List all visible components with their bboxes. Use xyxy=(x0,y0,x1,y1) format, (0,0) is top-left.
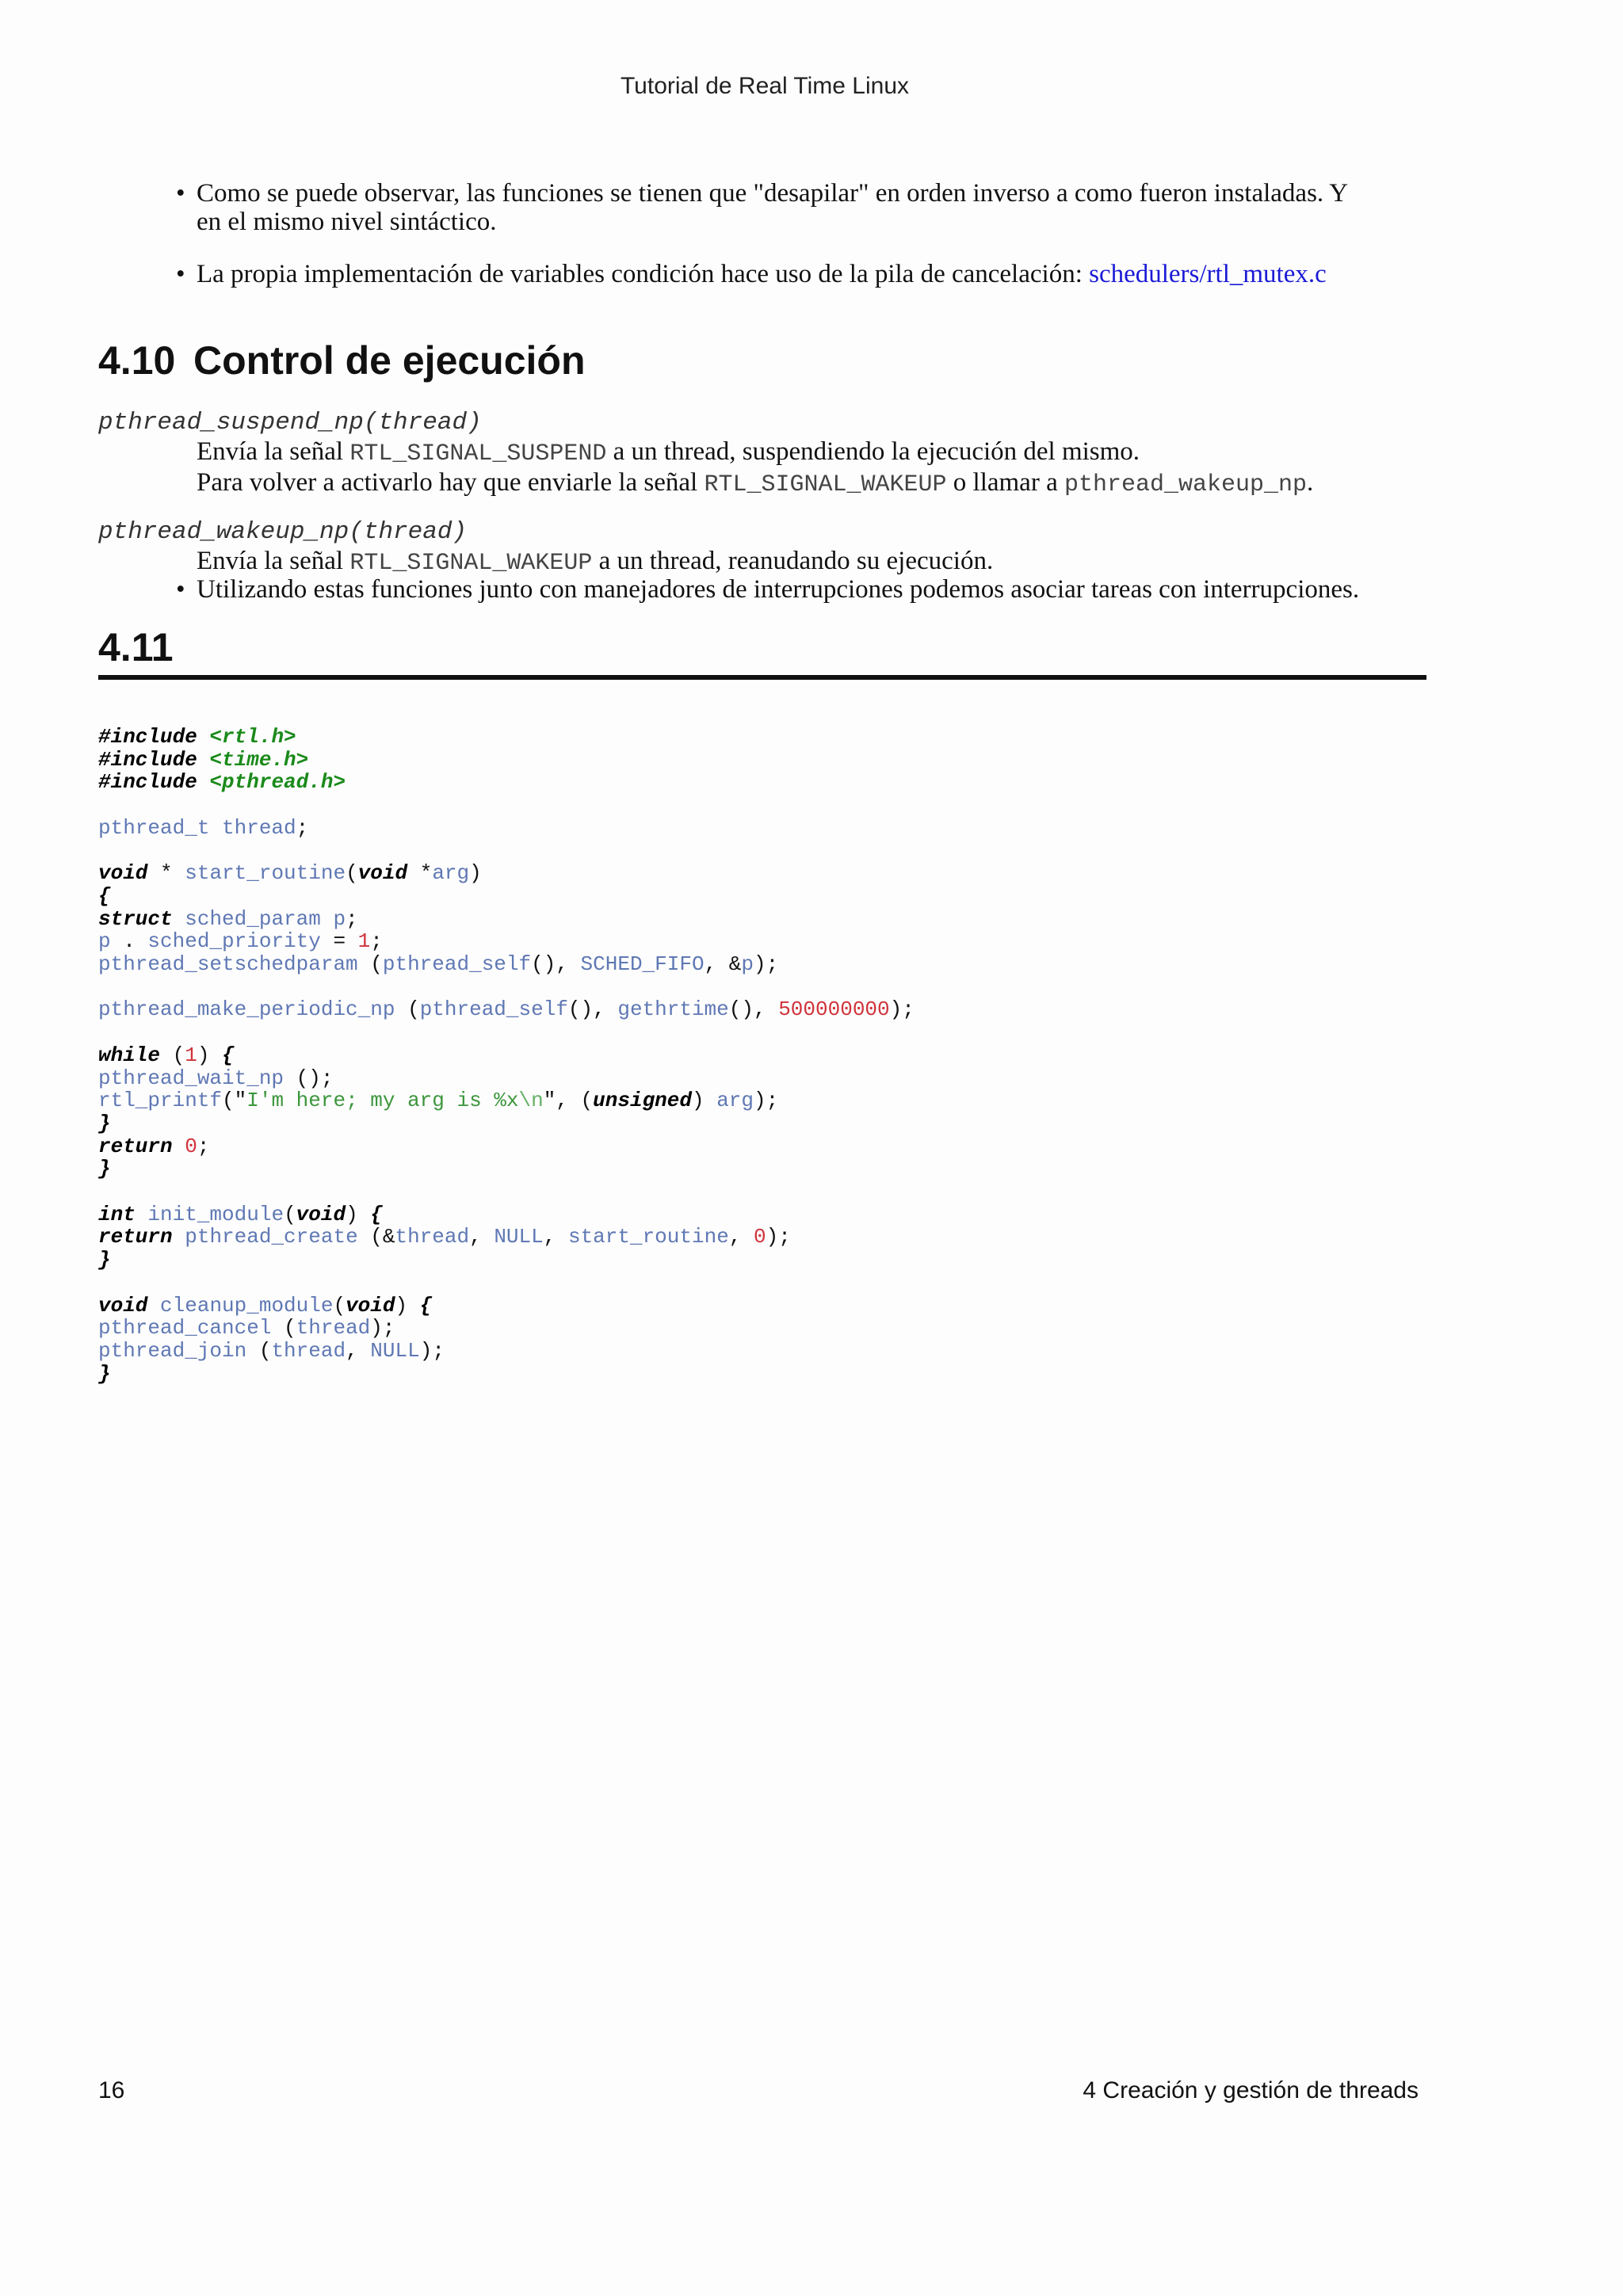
code-token xyxy=(173,1225,185,1249)
code-token: start_routine xyxy=(567,1225,729,1249)
code-token: ( xyxy=(346,861,358,886)
code-token: 0 xyxy=(185,1134,197,1158)
source-file-link[interactable]: schedulers/rtl_mutex.c xyxy=(1089,260,1327,288)
code-line xyxy=(98,1248,111,1272)
code-listing xyxy=(98,726,915,1385)
description-line: Envía la señal RTL_SIGNAL_WAKEUP a un thread, reanudando su ejecución. xyxy=(197,547,994,577)
code-token: return xyxy=(98,1225,173,1249)
code-token: rtl_printf xyxy=(98,1089,223,1113)
bullet-item xyxy=(176,179,1428,236)
function-name: pthread_wakeup_np xyxy=(1064,471,1308,498)
bullet-text-line: Como se puede observar, las funciones se tienen que "desapilar" en orden inverso a como fueron instaladas. Y xyxy=(197,179,1349,208)
function-signature: pthread_suspend_np(thread) xyxy=(98,409,482,437)
code-token: pthread_make_periodic_np xyxy=(98,997,395,1022)
code-token: ; xyxy=(346,906,358,931)
code-token: * xyxy=(407,861,433,886)
code-token: void xyxy=(98,861,148,886)
code-token: { xyxy=(370,1202,383,1226)
code-token: pthread_cancel xyxy=(98,1316,272,1341)
code-token: void xyxy=(98,1293,148,1318)
code-token: , xyxy=(469,1225,495,1249)
code-line xyxy=(98,1066,333,1090)
code-token: * xyxy=(147,861,185,886)
bullet-text: La propia implementación de variables condición hace uso de la pila de cancelación: xyxy=(197,260,1090,288)
code-token: ( xyxy=(357,952,383,977)
code-token: pthread_create xyxy=(185,1225,358,1249)
code-token: { xyxy=(222,1043,235,1067)
code-token: , ( xyxy=(556,1089,594,1113)
code-token: pthread_wait_np xyxy=(98,1066,285,1090)
code-token: cleanup_module xyxy=(160,1293,334,1318)
code-token: void xyxy=(357,861,408,886)
code-line xyxy=(98,929,383,953)
code-token: " xyxy=(543,1089,556,1113)
code-token: ; xyxy=(370,929,383,954)
section-number: 4.11 xyxy=(98,625,174,669)
code-token: return xyxy=(98,1134,173,1158)
code-token: { xyxy=(98,883,111,908)
code-token: ); xyxy=(766,1225,791,1249)
code-token xyxy=(136,1203,148,1226)
code-token xyxy=(173,907,185,931)
code-token: ( xyxy=(160,1043,185,1067)
code-token: #include xyxy=(98,770,210,795)
code-token: (), xyxy=(728,997,779,1022)
code-token xyxy=(173,1135,185,1158)
code-line xyxy=(98,1225,791,1249)
code-token: thread xyxy=(296,1316,371,1341)
code-token: thread xyxy=(395,1225,470,1249)
code-token: { xyxy=(419,1293,433,1318)
code-line xyxy=(98,1362,111,1386)
code-token: arg xyxy=(716,1089,754,1113)
code-token: 1 xyxy=(357,929,371,954)
code-token: 0 xyxy=(754,1225,766,1249)
code-line xyxy=(98,816,308,840)
function-description xyxy=(197,547,1465,578)
page-header: Tutorial de Real Time Linux xyxy=(620,73,910,99)
bullet-dot: • xyxy=(176,179,185,208)
code-token: (), xyxy=(567,997,618,1022)
chapter-title: 4 Creación y gestión de threads xyxy=(1083,2077,1419,2103)
bullet-dot: • xyxy=(176,575,185,604)
code-token: 1 xyxy=(185,1043,197,1067)
code-token: ( xyxy=(271,1316,296,1341)
section-rule xyxy=(98,675,1426,680)
code-token: p xyxy=(741,952,754,977)
description-line: Para volver a activarlo hay que enviarle la señal RTL_SIGNAL_WAKEUP o llamar a pthread_wakeup_np. xyxy=(197,468,1314,498)
code-token: (); xyxy=(284,1066,334,1090)
section-heading xyxy=(98,338,586,383)
code-token: sched_priority xyxy=(147,929,321,954)
code-token: pthread_t thread xyxy=(98,815,296,840)
code-token: ); xyxy=(754,1089,779,1113)
code-line xyxy=(98,884,111,908)
code-token: ( xyxy=(222,1089,235,1113)
code-line xyxy=(98,1157,111,1180)
code-line xyxy=(98,1294,432,1318)
code-line xyxy=(98,952,778,976)
code-token: #include xyxy=(98,725,210,749)
code-token: SCHED_FIFO xyxy=(580,952,705,977)
bullet-text-line: en el mismo nivel sintáctico. xyxy=(197,208,497,236)
code-token: ( xyxy=(246,1338,272,1363)
code-token: ) xyxy=(469,861,482,886)
code-token: 500000000 xyxy=(778,997,890,1022)
code-token: <time.h> xyxy=(209,747,309,772)
code-token: = xyxy=(320,929,358,954)
code-line xyxy=(98,997,915,1021)
code-token: #include xyxy=(98,747,210,772)
section-number: 4.10 xyxy=(98,338,176,383)
code-token: } xyxy=(98,1157,111,1181)
code-token: p xyxy=(98,929,111,954)
function-description xyxy=(197,437,1465,499)
code-line xyxy=(98,1135,209,1158)
section-title: Control de ejecución xyxy=(193,338,586,383)
code-token: ); xyxy=(370,1316,395,1341)
code-token: unsigned xyxy=(593,1089,692,1113)
code-token: struct xyxy=(98,906,173,931)
code-token: NULL xyxy=(370,1338,420,1363)
code-line xyxy=(98,861,482,885)
code-line xyxy=(98,725,296,749)
code-token: void xyxy=(346,1293,395,1318)
code-token: ; xyxy=(296,815,309,840)
code-token: ) xyxy=(197,1043,223,1067)
bullet-dot: • xyxy=(176,260,185,288)
code-line xyxy=(98,1089,778,1112)
code-token: (), xyxy=(531,952,581,977)
code-token: sched_param p xyxy=(185,906,346,931)
code-line xyxy=(98,1339,445,1363)
code-token: init_module xyxy=(147,1202,285,1226)
code-token: , & xyxy=(704,952,742,977)
function-signature: pthread_wakeup_np(thread) xyxy=(98,518,468,546)
code-token: } xyxy=(98,1111,111,1135)
code-token: ); xyxy=(419,1338,445,1363)
code-token: pthread_self xyxy=(382,952,532,977)
code-token: ); xyxy=(753,952,779,977)
code-line xyxy=(98,770,346,794)
code-token: start_routine xyxy=(185,861,346,886)
code-token: thread xyxy=(271,1338,346,1363)
code-token: } xyxy=(98,1361,111,1386)
code-line xyxy=(98,1112,111,1135)
code-token: ) xyxy=(346,1202,371,1226)
code-token: , xyxy=(728,1225,754,1249)
bullet-text: Utilizando estas funciones junto con manejadores de interrupciones podemos asociar tareas con interrupciones. xyxy=(197,575,1360,604)
bullet-item xyxy=(176,260,1428,288)
code-line xyxy=(98,1043,235,1067)
code-token: <pthread.h> xyxy=(209,770,346,795)
code-token: ) xyxy=(691,1089,717,1113)
code-token: NULL xyxy=(494,1225,544,1249)
code-token: } xyxy=(98,1248,111,1272)
code-token: int xyxy=(98,1202,136,1226)
code-token: ) xyxy=(395,1293,420,1318)
code-token: " xyxy=(234,1089,247,1113)
code-token: ( xyxy=(333,1293,346,1318)
code-token: , xyxy=(543,1225,568,1249)
code-token: pthread_setschedparam xyxy=(98,952,358,977)
code-token: while xyxy=(98,1043,161,1067)
bullet-item xyxy=(176,575,1428,604)
section-heading xyxy=(98,624,174,670)
signal-name: RTL_SIGNAL_WAKEUP xyxy=(704,471,947,498)
code-token: (& xyxy=(357,1225,395,1249)
code-line xyxy=(98,907,358,931)
code-line xyxy=(98,1316,395,1340)
code-token: \n xyxy=(518,1089,544,1113)
code-token: void xyxy=(296,1202,346,1226)
code-token: ; xyxy=(197,1134,210,1158)
code-token: arg xyxy=(432,861,470,886)
signal-name: RTL_SIGNAL_SUSPEND xyxy=(349,441,607,467)
signal-name: RTL_SIGNAL_WAKEUP xyxy=(349,550,593,577)
page-number: 16 xyxy=(98,2077,125,2103)
code-token: . xyxy=(110,929,148,954)
code-token: gethrtime xyxy=(617,997,729,1022)
code-token: ( xyxy=(284,1202,296,1226)
code-token: , xyxy=(346,1338,371,1363)
description-line: Envía la señal RTL_SIGNAL_SUSPEND a un thread, suspendiendo la ejecución del mismo. xyxy=(197,437,1140,467)
code-token: <rtl.h> xyxy=(209,725,296,749)
code-token: ( xyxy=(395,997,420,1022)
code-line xyxy=(98,1203,383,1226)
code-token: I'm here; my arg is %x xyxy=(246,1089,519,1113)
code-token xyxy=(147,1294,160,1318)
code-token: pthread_join xyxy=(98,1338,247,1363)
code-token: ); xyxy=(889,997,915,1022)
code-line xyxy=(98,748,308,772)
code-token: pthread_self xyxy=(419,997,568,1022)
